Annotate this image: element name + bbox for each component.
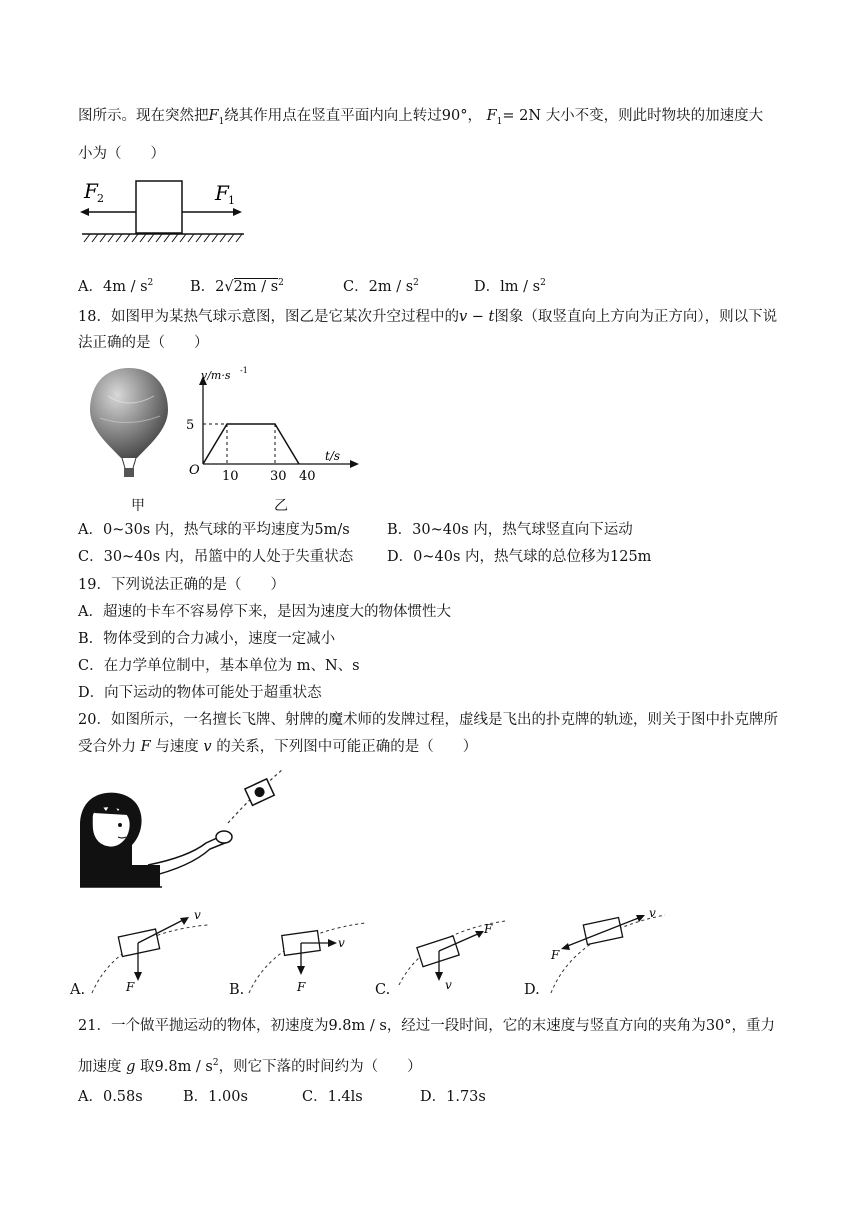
F-symbol: F: [140, 739, 151, 755]
subscript: 1: [496, 116, 503, 127]
q20-option-a-figure[interactable]: [88, 905, 213, 995]
q17-option-a[interactable]: [78, 273, 153, 297]
q21-option-a[interactable]: A．0.58s: [78, 1089, 143, 1105]
F-label: F: [126, 980, 135, 994]
q19-option-d[interactable]: D．向下运动的物体可能处于超重状态: [78, 685, 322, 701]
sup: 2: [147, 278, 154, 288]
block: [136, 181, 182, 233]
q20-option-a[interactable]: A.: [70, 982, 86, 998]
text: 绕其作用点在竖直平面内向上转过: [224, 108, 442, 124]
text: 18．如图甲为某热气球示意图，图乙是它某次升空过程中的: [78, 309, 459, 325]
q17-line1: 图所示。现在突然把$F_1$绕其作用点在竖直平面内向上转过90°， $F_1= 2N$ 大小不变，则此时物块的加速度大: [78, 108, 764, 127]
angle: 30°: [705, 1018, 732, 1034]
initial-velocity: 9.8m / s: [328, 1018, 387, 1034]
x-tick-40: 40: [299, 469, 316, 484]
vt-series-line: [203, 424, 299, 464]
x-tick-10: 10: [222, 469, 239, 484]
sqrt-sign: √: [224, 278, 234, 295]
F2-sub: 2: [97, 192, 104, 205]
q20-option-b[interactable]: B.: [229, 982, 245, 998]
label: A．: [78, 278, 103, 295]
F-label: F: [484, 922, 493, 936]
q19-option-b[interactable]: B．物体受到的合力减小，速度一定减小: [78, 631, 336, 647]
text: 取: [140, 1058, 155, 1075]
caption-yi: 乙: [274, 498, 288, 514]
v-label: v: [445, 978, 452, 992]
q18-option-a[interactable]: A．0~30s 内，热气球的平均速度为5m/s: [78, 522, 350, 538]
q20-option-c-figure[interactable]: [395, 905, 520, 995]
label: D．: [474, 278, 501, 295]
F1-sub: 1: [228, 194, 235, 207]
label: B．: [190, 278, 216, 295]
text: 大小不变，则此时物块的加速度大: [545, 108, 764, 124]
q18-option-d[interactable]: D．0~40s 内，热气球的总位移为125m: [387, 549, 652, 565]
sup: 2: [540, 278, 546, 288]
q18-option-b[interactable]: B．30~40s 内，热气球竖直向下运动: [387, 522, 633, 538]
hot-air-balloon-image: [88, 366, 170, 482]
q18-option-c[interactable]: C．30~40s 内，吊篮中的人处于失重状态: [78, 549, 354, 565]
q20-option-c[interactable]: C.: [375, 982, 391, 998]
q18-line1: [78, 307, 777, 327]
q20-option-d[interactable]: D.: [524, 982, 540, 998]
q20-line2: [78, 737, 477, 757]
value: 2: [215, 278, 225, 295]
v-label: v: [338, 936, 345, 950]
text: ，经过一段时间，它的末速度与竖直方向的夹角为: [386, 1018, 706, 1034]
v-label: v: [649, 906, 656, 920]
g-value: 9.8m / s: [154, 1058, 213, 1075]
x-tick-30: 30: [270, 469, 287, 484]
y-axis-label: v/m·s: [201, 369, 231, 382]
label: C．: [343, 278, 369, 295]
q21-option-b[interactable]: B．1.00s: [183, 1089, 248, 1105]
q20-line1: 20．如图所示，一名擅长飞牌、射牌的魔术师的发牌过程，虚线是飞出的扑克牌的轨迹，则关于图中扑克牌所: [78, 712, 778, 728]
q21-option-c[interactable]: C．1.4ls: [302, 1089, 363, 1105]
text: 21．一个做平抛运动的物体，初速度为: [78, 1018, 329, 1034]
q17-option-c[interactable]: [343, 273, 419, 297]
F1-label: F: [215, 181, 229, 205]
magician-throwing-card-image: [78, 765, 298, 890]
text: ，则它下落的时间约为（ ）: [218, 1058, 422, 1075]
q21-option-d[interactable]: D．1.73s: [420, 1089, 486, 1105]
force-value: = 2N: [502, 108, 542, 124]
force-symbol: F: [208, 108, 219, 124]
y-tick-5: 5: [186, 418, 195, 433]
text: ，重力: [731, 1018, 776, 1034]
text: 图所示。现在突然把: [78, 108, 209, 124]
y-axis-label-sup: -1: [240, 366, 248, 375]
q17-line2: 小为（ ）: [78, 146, 165, 162]
q19-option-a[interactable]: A．超速的卡车不容易停下来，是因为速度大的物体惯性大: [78, 604, 451, 620]
v-symbol: v: [203, 739, 212, 755]
q18-line2: 法正确的是（ ）: [78, 335, 209, 351]
value: 4m / s: [102, 278, 148, 295]
q17-option-d[interactable]: [474, 273, 546, 297]
x-axis-arrow: [350, 460, 359, 468]
g-symbol: g: [126, 1058, 136, 1075]
F-label: F: [551, 948, 560, 962]
F2-label: F: [84, 179, 98, 203]
subscript: 1: [218, 116, 225, 127]
text: 加速度: [78, 1058, 122, 1075]
value: 2m / s: [233, 278, 279, 295]
value: 2m / s: [368, 278, 414, 295]
v-label: v: [194, 908, 201, 922]
value: lm / s: [500, 278, 541, 295]
text: 的关系，下列图中可能正确的是（ ）: [216, 739, 478, 755]
caption-jia: 甲: [131, 498, 145, 514]
angle-value: 90°: [441, 108, 468, 124]
text: 受合外力: [78, 739, 136, 755]
text: 与速度: [155, 739, 199, 755]
F-label: F: [297, 980, 306, 994]
sup: 2: [278, 278, 284, 288]
vt-symbol: v − t: [458, 309, 495, 325]
x-axis-label: t/s: [325, 449, 341, 463]
q17-block-figure: [78, 170, 248, 245]
q21-line2: [78, 1053, 422, 1077]
q20-option-d-figure[interactable]: [545, 903, 670, 995]
text: 图象（取竖直向上方向为正方向），则以下说: [494, 309, 778, 325]
origin-label: O: [189, 463, 200, 478]
sup: 2: [212, 1058, 219, 1068]
q21-line1: [78, 1016, 775, 1036]
q19-stem: 19．下列说法正确的是（ ）: [78, 577, 285, 593]
q20-option-b-figure[interactable]: [245, 905, 370, 995]
q19-option-c[interactable]: C．在力学单位制中，基本单位为 m、N、s: [78, 658, 360, 674]
vt-graph: [185, 362, 365, 492]
force-symbol: F: [486, 108, 497, 124]
q17-option-b[interactable]: [190, 273, 284, 297]
sup: 2: [413, 278, 419, 288]
